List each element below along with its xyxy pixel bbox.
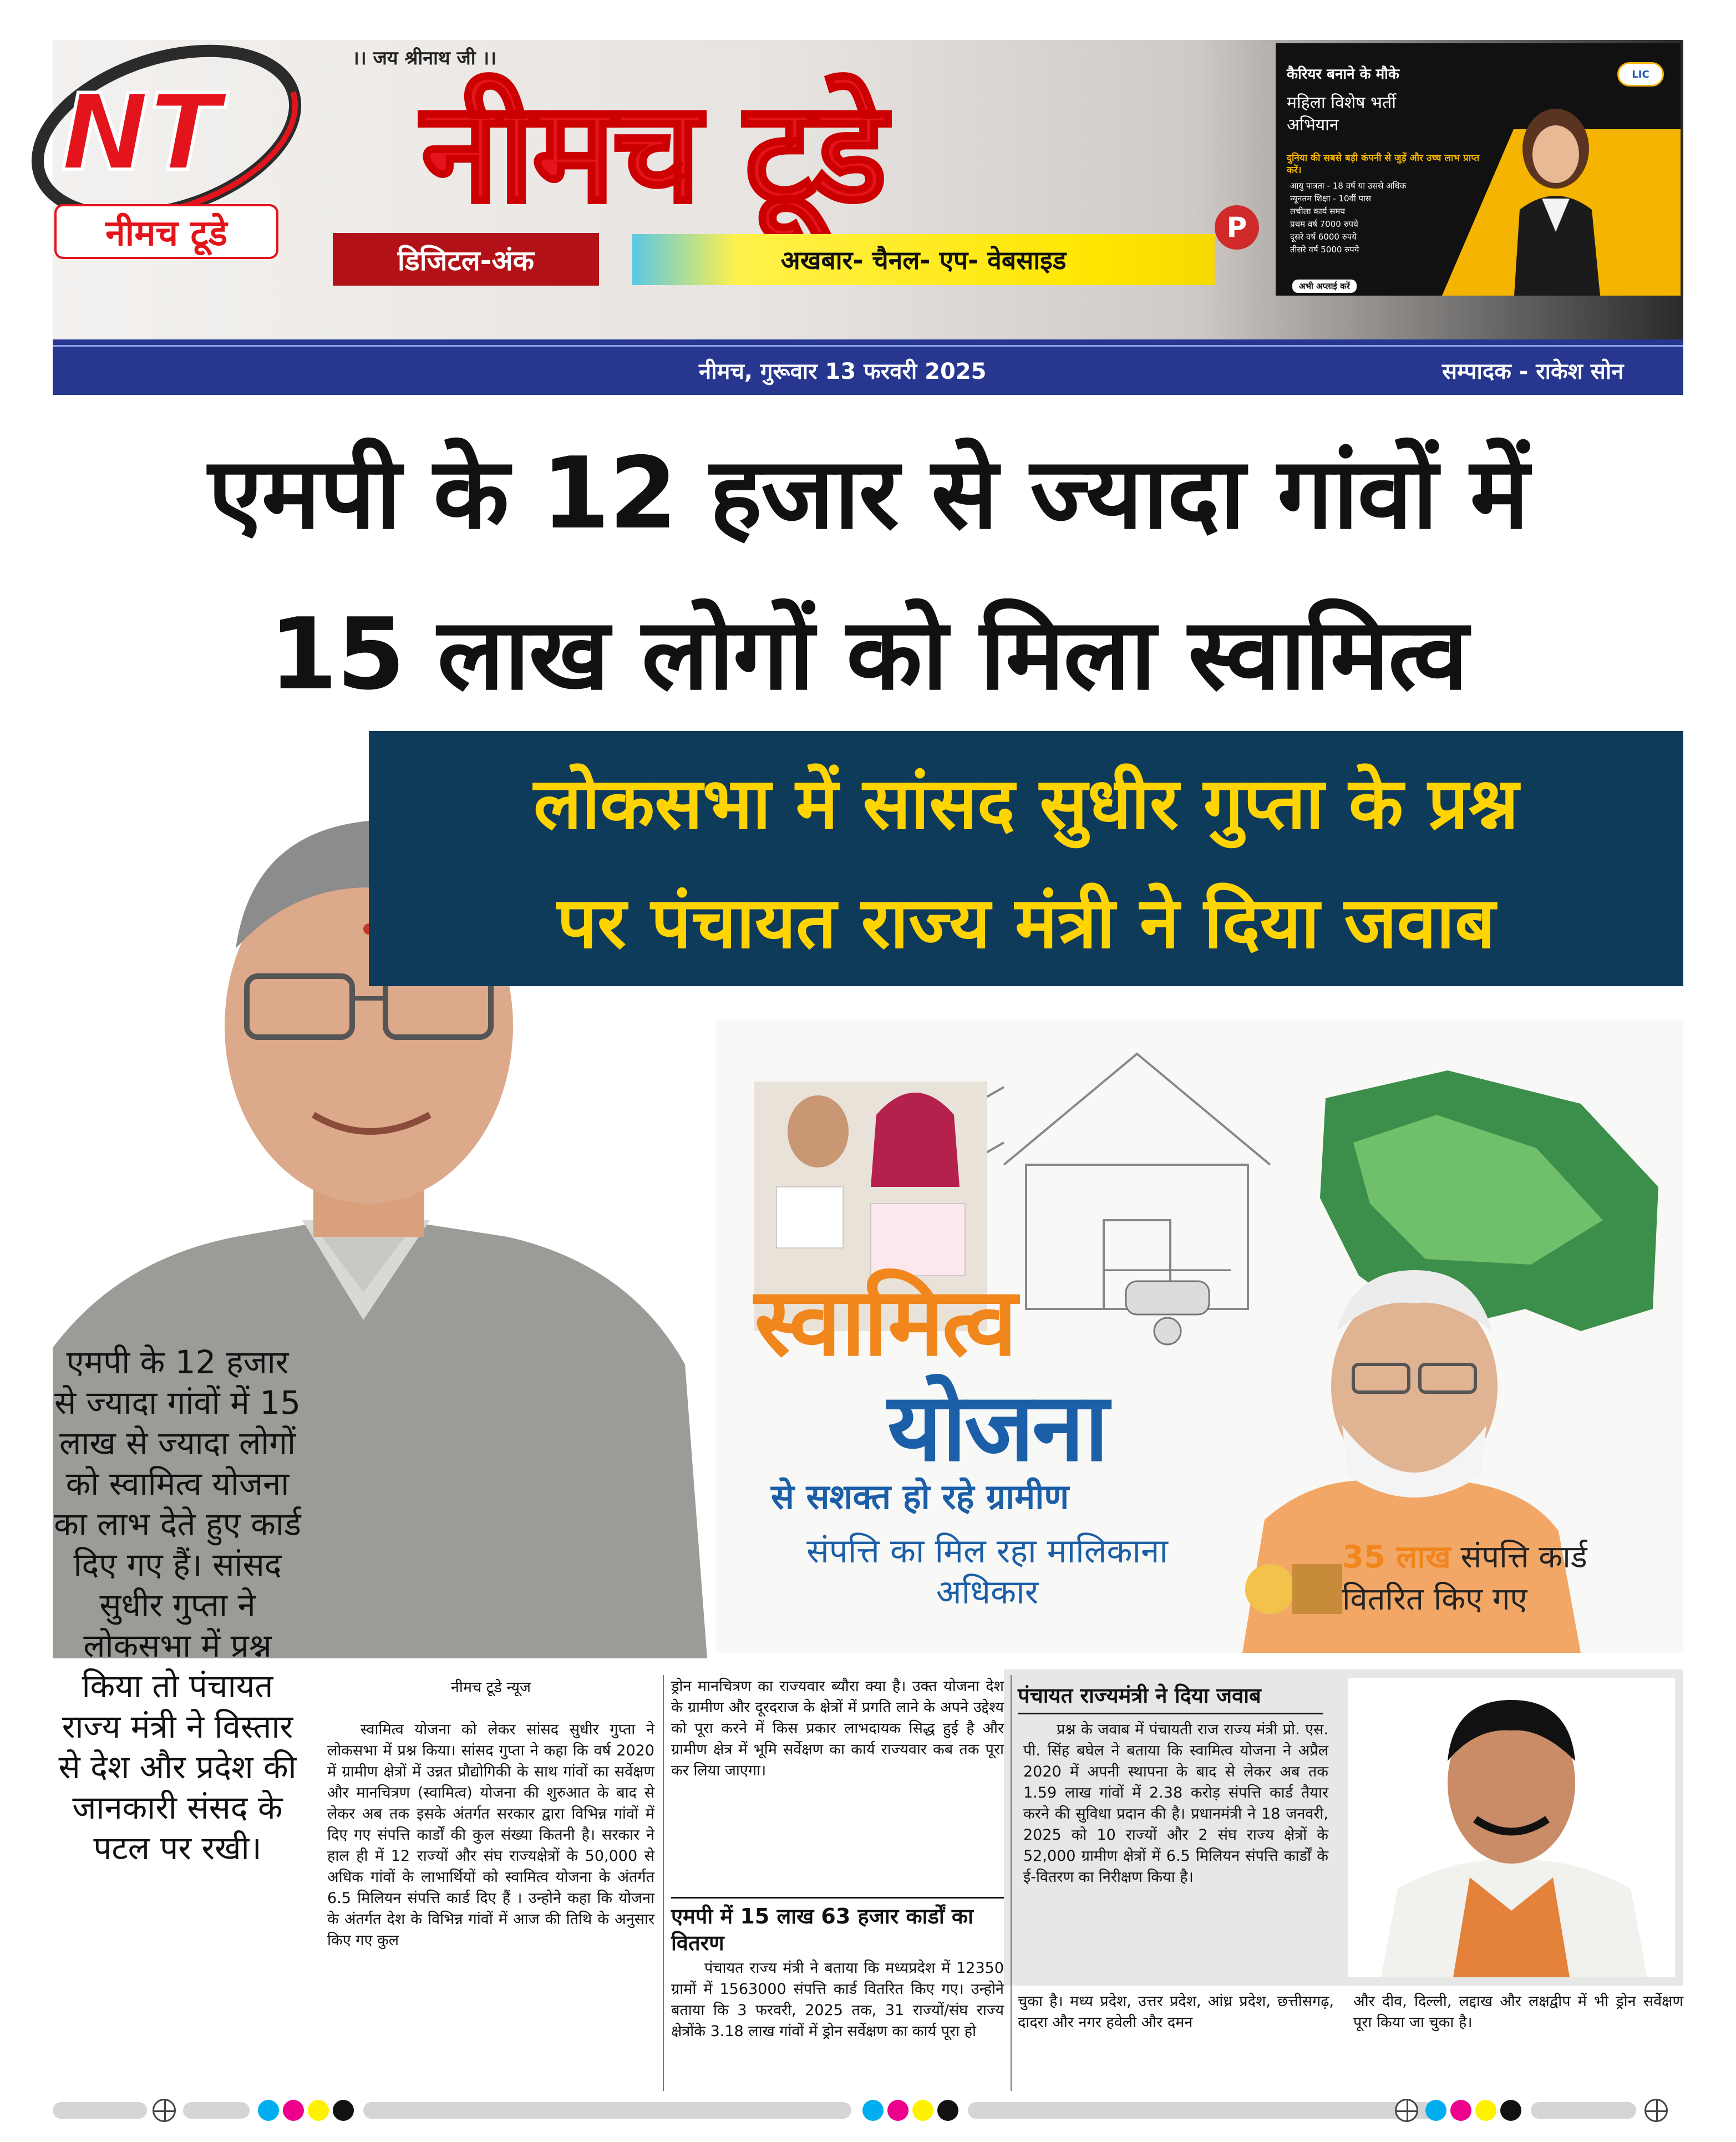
- newspaper-logo: [17, 39, 305, 300]
- article-column-1: [327, 1719, 654, 1951]
- column-divider: [1011, 1675, 1012, 2091]
- article-column-2-continued: [671, 1958, 1004, 2042]
- main-headline-line-2: 15 लाख लोगों को मिला स्वामित्व: [268, 597, 1468, 712]
- editor-name: सम्पादक - राकेश सोन: [1442, 359, 1624, 384]
- yellow-dot: [1475, 2100, 1496, 2121]
- graphic-cards-stat: [1342, 1536, 1675, 1621]
- cyan-dot: [1425, 2100, 1446, 2121]
- digital-edition-badge: डिजिटल-अंक: [333, 233, 599, 286]
- print-registration-bar: [53, 2097, 1683, 2124]
- cards-count: 35 लाख: [1342, 1539, 1451, 1575]
- black-dot: [333, 2100, 354, 2121]
- article-column-4: [1353, 1991, 1683, 2033]
- graphic-tagline: से सशक्त हो रहे ग्रामीण: [771, 1476, 1069, 1517]
- magenta-dot: [283, 2100, 304, 2121]
- ad-benefit-item: आयु पात्रता - 18 वर्ष या उससे अधिक: [1290, 181, 1407, 191]
- yellow-dot: [912, 2100, 933, 2121]
- article-paragraph: स्वामित्व योजना को लेकर सांसद सुधीर गुप्ता ने लोकसभा में प्रश्न किया। सांसद गुप्ता ने कहा कि वर्ष 2020 में ग्रामीण क्षेत्रों में उन्नत प्रौद्योगिकी के साथ गांवों का सर्वेक्षण और मानचित्रण (स्वामित्व) योजना की शुरुआत के बाद से लेकर अब तक इसके अंतर्गत सरकार द्वारा विभिन्न गांवों में दिए गए संपत्ति कार्डों की कुल संख्या कितनी है। सरकार ने हाल ही में 12 राज्यों और संघ राज्यक्षेत्रों के 50,000 से अधिक गांवों के लाभार्थियों को स्वामित्व योजना के अंतर्गत 6.5 मिलियन संपत्ति कार्ड दिए हैं । उन्होने कहा कि योजना के अंतर्गत देश के विभिन्न गांवों में आज की तिथि के अनुसार किए गए कुल: [327, 1721, 654, 1949]
- graphic-title: स्वामित्व: [754, 1267, 1015, 1377]
- ad-heading: कैरियर बनाने के मौके: [1287, 66, 1399, 83]
- ad-benefit-item: न्यूनतम शिक्षा - 10वीं पास: [1290, 194, 1372, 204]
- article-column-2: [671, 1676, 1004, 1781]
- cards-label: संपत्ति कार्ड वितरित किए गए: [1342, 1539, 1587, 1617]
- graphic-subtitle: योजना: [887, 1373, 1107, 1483]
- logo-initials: NT: [61, 72, 221, 194]
- magenta-dot: [1450, 2100, 1471, 2121]
- newspaper-title: नीमच टूडे: [422, 72, 885, 233]
- article-paragraph: और दीव, दिल्ली, लद्दाख और लक्षद्वीप में भी ड्रोन सर्वेक्षण पूरा किया जा चुका है।: [1353, 1993, 1683, 2031]
- logo-text: नीमच टूडे: [105, 213, 227, 254]
- black-dot: [937, 2100, 958, 2121]
- registration-mark-icon: [153, 2099, 176, 2122]
- ad-model-image: [1492, 104, 1620, 296]
- article-paragraph: प्रश्न के जवाब में पंचायती राज राज्य मंत्री प्रो. एस. पी. सिंह बघेल ने बताया कि स्वामित्व योजना ने अप्रैल 2020 में अपनी स्थापना के बाद से लेकर अब तक 1.59 लाख गांवों में 2.38 करोड़ संपत्ति कार्ड तैयार करने की सुविधा प्रदान की है। प्रधानमंत्री ने 18 जनवरी, 2025 को 10 राज्यों और 2 संघ राज्य क्षेत्रों के 52,000 ग्रामीण क्षेत्रों में 6.5 मिलियन संपत्ति कार्डों के ई-वितरण का निरीक्षण किया है।: [1023, 1721, 1328, 1886]
- issue-date: नीमच, गुरूवार 13 फरवरी 2025: [699, 359, 987, 384]
- article-subheading: एमपी में 15 लाख 63 हजार कार्डों का वितरण: [671, 1897, 1004, 1956]
- ad-tagline: दुनिया की सबसे बड़ी कंपनी से जुड़ें और उच्च लाभ प्राप्त करें।: [1287, 153, 1480, 176]
- subheadline-line-2: पर पंचायत राज्य मंत्री ने दिया जवाब: [556, 882, 1495, 965]
- registration-mark-icon: [1644, 2099, 1668, 2122]
- lead-summary: एमपी के 12 हजार से ज्यादा गांवों में 15 लाख से ज्यादा लोगों को स्वामित्व योजना का लाभ देते हुए कार्ड दिए गए हैं। सांसद सुधीर गुप्ता ने लोकसभा में प्रश्न किया तो पंचायत राज्य मंत्री ने विस्तार से देश और प्रदेश की जानकारी संसद के पटल पर रखी।: [54, 1343, 301, 1867]
- ad-benefit-item: दूसरे वर्ष 6000 रुपये: [1290, 232, 1357, 242]
- article-byline: नीमच टूडे न्यूज: [450, 1679, 531, 1696]
- magenta-dot: [887, 2100, 908, 2121]
- ad-benefit-item: लचीला कार्य समय: [1290, 206, 1346, 216]
- subheadline-line-1: लोकसभा में सांसद सुधीर गुप्ता के प्रश्न: [534, 763, 1519, 845]
- yellow-dot: [308, 2100, 329, 2121]
- ad-benefit-item: तीसरे वर्ष 5000 रुपये: [1290, 245, 1359, 255]
- cyan-dot: [258, 2100, 279, 2121]
- main-headline-line-1: एमपी के 12 हजार से ज्यादा गांवों में: [208, 436, 1528, 551]
- black-dot: [1500, 2100, 1521, 2121]
- column-divider: [663, 1675, 664, 2091]
- ad-title: महिला विशेष भर्ती अभियान: [1287, 93, 1396, 135]
- lic-logo: LIC: [1617, 62, 1664, 87]
- article-column-3: [1018, 1719, 1334, 1888]
- registration-mark-icon: [1395, 2099, 1418, 2122]
- minister-photo: [1348, 1678, 1675, 1977]
- article-column-3-continued: [1018, 1991, 1334, 2033]
- article-paragraph: ड्रोन मानचित्रण का राज्यवार ब्यौरा क्या है। उक्त योजना देश के ग्रामीण और दूरदराज के क्षेत्रों में प्रगति लाने के अपने उद्देश्य को पूरा करने में किस प्रकार लाभदायक सिद्ध हुई है और ग्रामीण क्षेत्र में भूमि सर्वेक्षण का कार्य राज्यवार कब तक पूरा कर लिया जाएगा।: [671, 1678, 1004, 1779]
- graphic-property-rights: संपत्ति का मिल रहा मालिकाना अधिकार: [806, 1532, 1168, 1612]
- ad-benefit-item: प्रथम वर्ष 7000 रुपये: [1290, 219, 1358, 229]
- ad-benefits-list: [1290, 180, 1406, 256]
- article-paragraph: चुका है। मध्य प्रदेश, उत्तर प्रदेश, आंध्र प्रदेश, छत्तीसगढ़, दादरा और नगर हवेली और दमन: [1018, 1993, 1334, 2031]
- minister-reply-heading: पंचायत राज्यमंत्री ने दिया जवाब: [1018, 1681, 1323, 1714]
- masthead-motto: ।। जय श्रीनाथ जी ।।: [352, 47, 497, 69]
- cyan-dot: [862, 2100, 884, 2121]
- article-paragraph: पंचायत राज्य मंत्री ने बताया कि मध्यप्रदेश में 12350 ग्रामों में 1563000 संपत्ति कार्ड वितरित किए गए। उन्होने बताया कि 3 फरवरी, 2025 तक, 31 राज्यों/संघ राज्य क्षेत्रोंके 3.18 लाख गांवों में ड्रोन सर्वेक्षण का कार्य पूरा हो: [671, 1960, 1004, 2040]
- ad-apply-button[interactable]: अभी अप्लाई करें: [1292, 280, 1357, 293]
- lic-advertisement[interactable]: [1276, 43, 1681, 296]
- pinterest-icon: P: [1215, 205, 1259, 250]
- channels-strip: अखबार- चैनल- एप- वेबसाइड: [632, 234, 1215, 285]
